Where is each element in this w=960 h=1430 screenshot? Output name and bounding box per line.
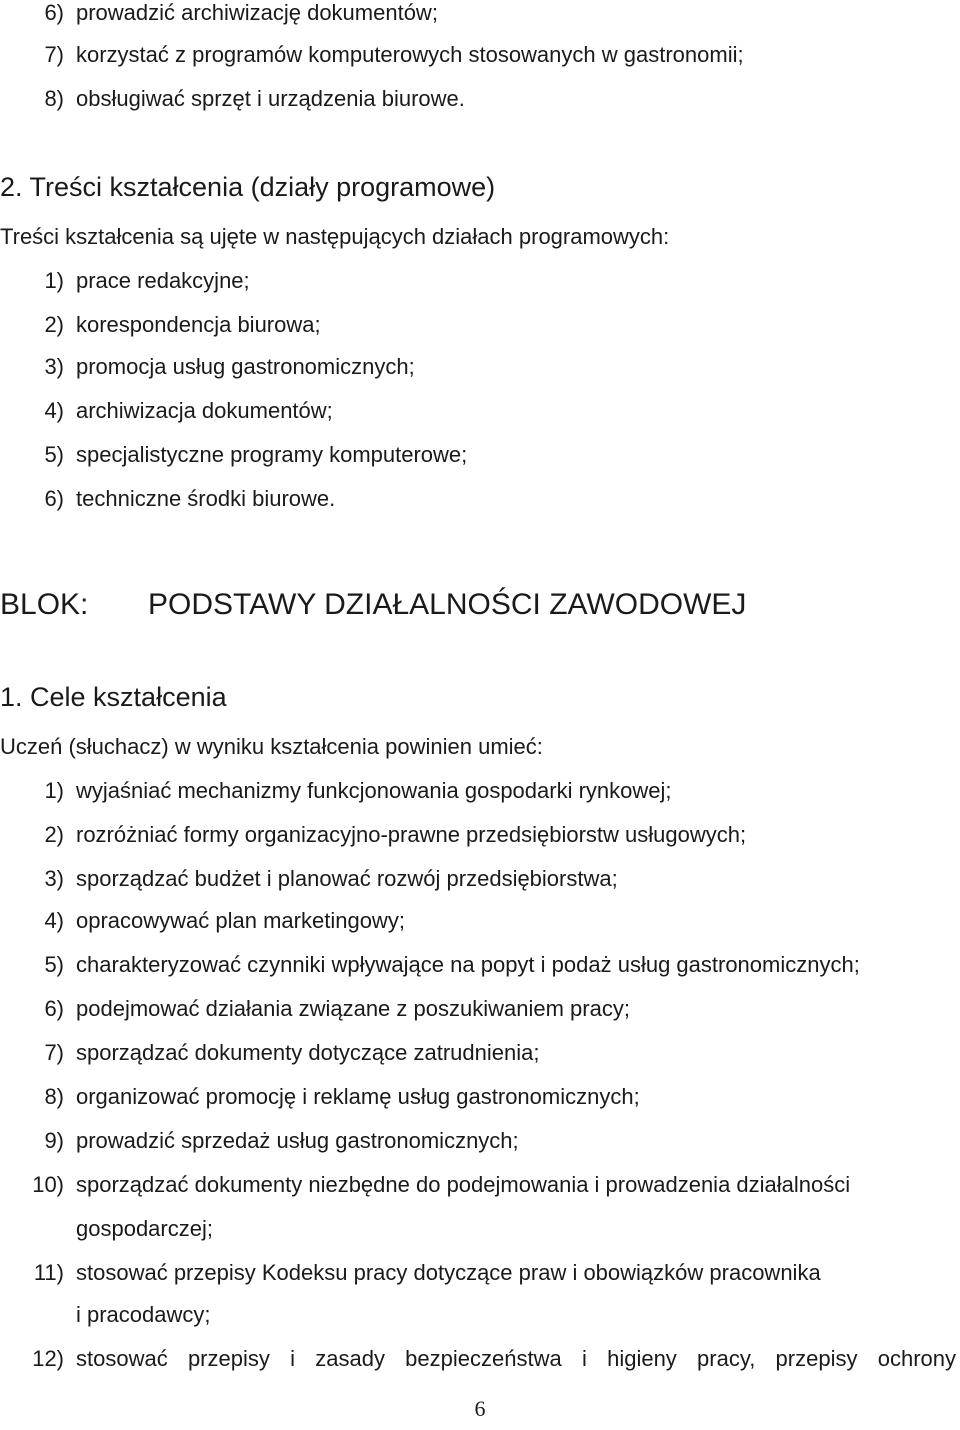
list-item-text: rozróżniać formy organizacyjno-prawne przedsiębiorstw usługowych; [76,822,747,847]
list-item [0,268,960,294]
list-item-number: 5) [44,442,64,467]
list-item-text: korzystać z programów komputerowych stosowanych w gastronomii; [76,42,744,67]
list-item-number: 2) [44,822,64,847]
section-intro: Uczeń (słuchacz) w wyniku kształcenia powinien umieć: [0,734,543,759]
list-item-text: archiwizacja dokumentów; [76,398,333,423]
list-item [0,398,960,424]
list-item [0,778,960,804]
list-item-text: promocja usług gastronomicznych; [76,354,415,379]
list-item [0,354,960,380]
list-item-text: i pracodawcy; [76,1302,211,1327]
section-heading: 1. Cele kształcenia [0,682,227,712]
list-item-continuation [0,1302,960,1328]
list-item [0,822,960,848]
list-item-text: sporządzać dokumenty niezbędne do podejmowania i prowadzenia działalności [76,1172,851,1197]
list-item-text: opracowywać plan marketingowy; [76,908,405,933]
list-item-text: podejmować działania związane z poszukiwaniem pracy; [76,996,630,1021]
list-item-text: prowadzić sprzedaż usług gastronomicznych; [76,1128,519,1153]
list-item-text: sporządzać dokumenty dotyczące zatrudnienia; [76,1040,540,1065]
list-item-number: 6) [44,0,64,25]
list-item-text: gospodarczej; [76,1216,213,1241]
list-item-text: prace redakcyjne; [76,268,250,293]
list-item-number: 6) [44,486,64,511]
list-item-number: 7) [44,42,64,67]
list-item-text: wyjaśniać mechanizmy funkcjonowania gospodarki rynkowej; [76,778,672,803]
list-item-number: 5) [44,952,64,977]
list-item [0,442,960,468]
list-item [0,1040,960,1066]
list-item-number: 8) [44,86,64,111]
list-item [0,1128,960,1154]
list-item-text: organizować promocję i reklamę usług gastronomicznych; [76,1084,640,1109]
list-item [0,86,960,112]
list-item-number: 3) [44,866,64,891]
list-item-number: 1) [44,268,64,293]
list-item-number: 1) [44,778,64,803]
section-intro: Treści kształcenia są ujęte w następujących działach programowych: [0,224,670,249]
blok-title: PODSTAWY DZIAŁALNOŚCI ZAWODOWEJ [148,588,747,621]
list-item [0,1260,960,1286]
list-item-number: 9) [44,1128,64,1153]
list-item [0,1084,960,1110]
list-item-text: charakteryzować czynniki wpływające na popyt i podaż usług gastronomicznych; [76,952,860,977]
list-item-number: 8) [44,1084,64,1109]
list-item-number: 4) [44,908,64,933]
list-item [0,1346,960,1372]
section-heading: 2. Treści kształcenia (działy programowe) [0,172,496,202]
list-item [0,0,960,26]
list-item-number: 11) [33,1260,64,1285]
list-item [0,486,960,512]
list-item-text: obsługiwać sprzęt i urządzenia biurowe. [76,86,465,111]
list-item-text: korespondencja biurowa; [76,312,321,337]
list-item-number: 6) [44,996,64,1021]
list-item-number: 10) [32,1172,64,1197]
list-item [0,996,960,1022]
list-item [0,866,960,892]
list-item-text: stosować przepisy Kodeksu pracy dotyczące praw i obowiązków pracownika [76,1260,821,1285]
list-item-continuation [0,1216,960,1242]
list-item [0,312,960,338]
list-item-number: 4) [44,398,64,423]
blok-label: BLOK: [0,588,89,621]
list-item [0,42,960,68]
list-item-text: prowadzić archiwizację dokumentów; [76,0,438,25]
list-item-text: sporządzać budżet i planować rozwój przedsiębiorstwa; [76,866,618,891]
list-item [0,908,960,934]
list-item-text: stosować przepisy i zasady bezpieczeństwa i higieny pracy, przepisy ochrony [76,1346,956,1371]
list-item-text: specjalistyczne programy komputerowe; [76,442,468,467]
list-item [0,952,960,978]
list-item-text: techniczne środki biurowe. [76,486,336,511]
list-item-number: 3) [44,354,64,379]
page-number: 6 [474,1396,486,1421]
list-item-number: 2) [44,312,64,337]
list-item [0,1172,960,1198]
list-item-number: 7) [44,1040,64,1065]
list-item-number: 12) [32,1346,64,1371]
